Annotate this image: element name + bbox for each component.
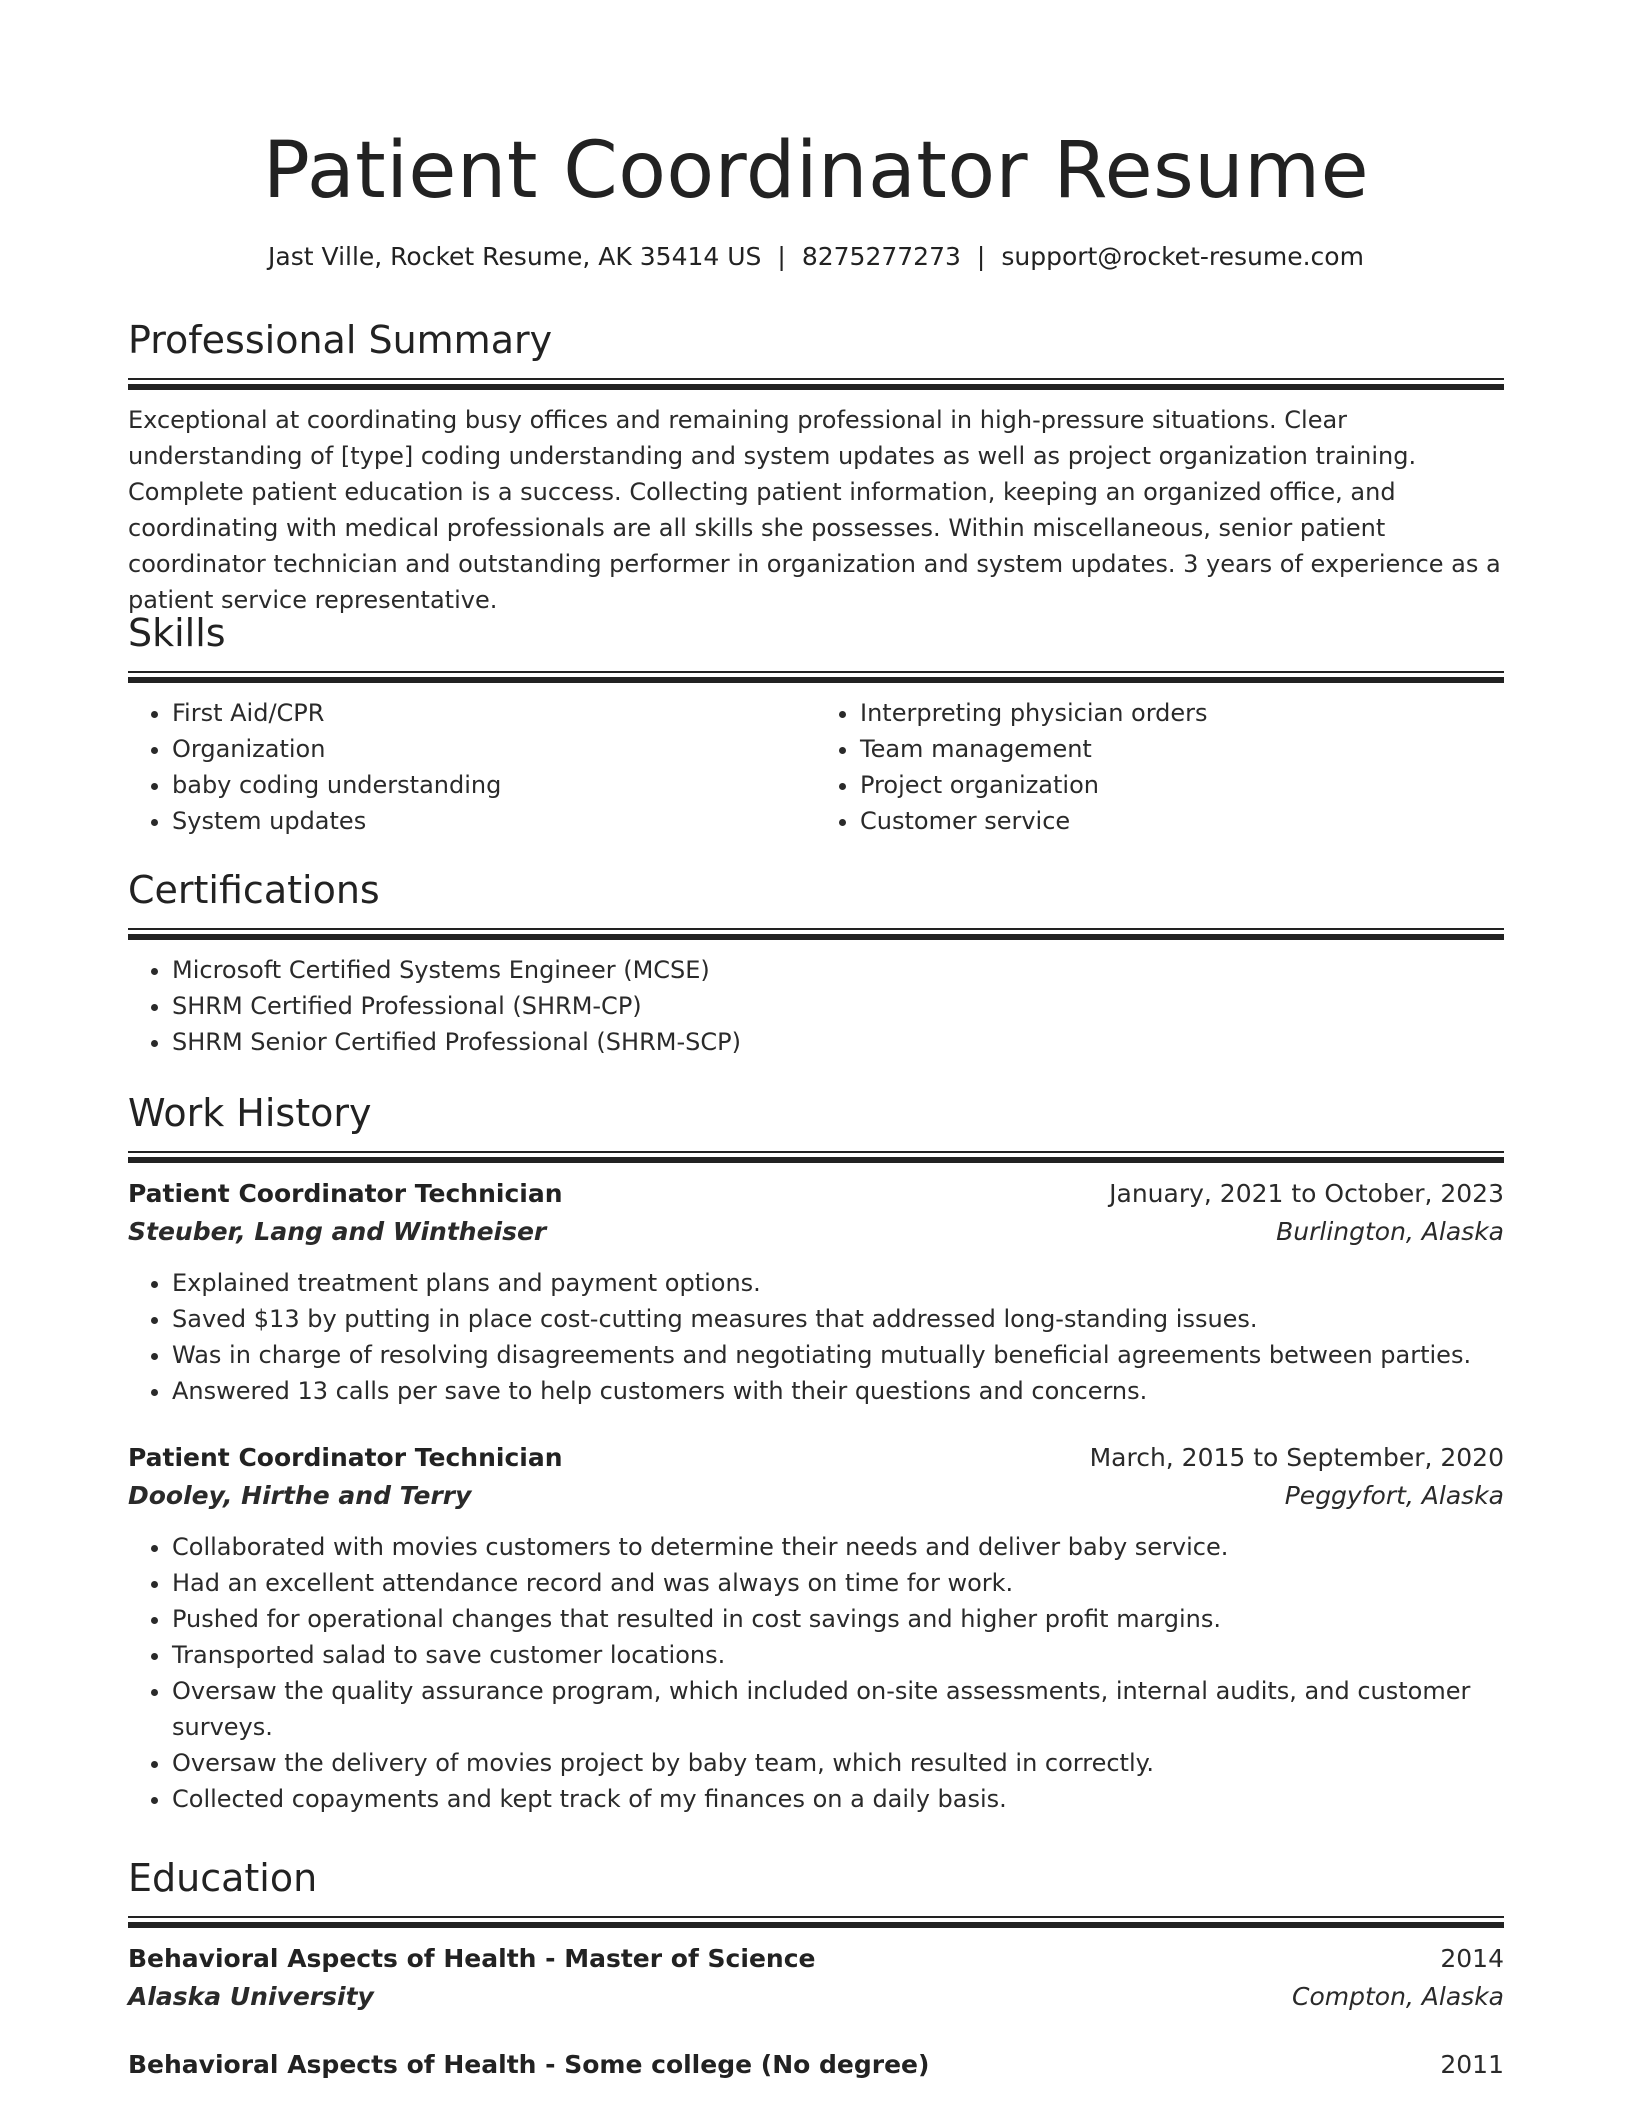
- contact-address: Jast Ville, Rocket Resume, AK 35414 US: [268, 242, 762, 271]
- resume-title: Patient Coordinator Resume: [262, 126, 1370, 216]
- skill-item: • Team management: [860, 731, 1504, 767]
- skill-item: • Interpreting physician orders: [860, 695, 1504, 731]
- job-bullet: • Answered 13 calls per save to help customers with their questions and concerns.: [172, 1373, 1504, 1409]
- job-company: Steuber, Lang and Wintheiser: [128, 1217, 547, 1246]
- certifications-list: [128, 952, 1504, 1060]
- summary-heading: Professional Summary: [128, 318, 553, 362]
- contact-email: support@rocket-resume.com: [1001, 242, 1364, 271]
- contact-separator: |: [777, 242, 786, 271]
- job-bullet: • Oversaw the delivery of movies project by baby team, which resulted in correctly.: [172, 1745, 1504, 1781]
- job-bullet: • Oversaw the quality assurance program, which included on-site assessments, internal audits, and customer surveys.: [172, 1673, 1504, 1745]
- education-heading: Education: [128, 1856, 318, 1900]
- resume-page: [128, 0, 1504, 2079]
- education-location: Compton, Alaska: [1292, 1982, 1504, 2011]
- skill-item: • baby coding understanding: [172, 767, 816, 803]
- certifications-heading: Certifications: [128, 868, 380, 912]
- skills-list-right: [816, 695, 1504, 839]
- job-bullet: • Pushed for operational changes that resulted in cost savings and higher profit margins.: [172, 1601, 1504, 1637]
- education-year: 2014: [1440, 1944, 1504, 1973]
- job-entry: [128, 1175, 1504, 1409]
- certification-item: • SHRM Certified Professional (SHRM-CP): [172, 988, 1504, 1024]
- job-dates: March, 2015 to September, 2020: [1089, 1443, 1504, 1472]
- education-degree: Behavioral Aspects of Health - Master of Science: [128, 1944, 816, 1973]
- job-location: Burlington, Alaska: [1276, 1217, 1504, 1246]
- section-divider: [128, 1151, 1504, 1163]
- job-bullets: [128, 1529, 1504, 1817]
- skill-item: • System updates: [172, 803, 816, 839]
- section-divider: [128, 1916, 1504, 1928]
- certification-item: • SHRM Senior Certified Professional (SHRM-SCP): [172, 1024, 1504, 1060]
- work-history-heading: Work History: [128, 1091, 372, 1135]
- job-bullet: • Explained treatment plans and payment options.: [172, 1265, 1504, 1301]
- job-bullet: • Collaborated with movies customers to determine their needs and deliver baby service.: [172, 1529, 1504, 1565]
- summary-text: Exceptional at coordinating busy offices and remaining professional in high-pressure situations. Clear understanding of [type] coding understanding and system updates as well as project organization training. Complete patient education is a success. Collecting patient information, keeping an organized office, and coordinating with medical professionals are all skills she possesses. Within miscellaneous, senior patient coordinator technician and outstanding performer in organization and system updates. 3 years of experience as a patient service representative.: [128, 406, 1501, 614]
- job-title: Patient Coordinator Technician: [128, 1443, 563, 1472]
- job-entry: [128, 1439, 1504, 1817]
- education-section: [128, 1854, 1504, 2084]
- contact-line: [128, 240, 1504, 274]
- job-dates: January, 2021 to October, 2023: [1109, 1179, 1504, 1208]
- skills-columns: [128, 695, 1504, 839]
- certifications-section: [128, 866, 1504, 1060]
- job-bullet: • Saved $13 by putting in place cost-cutting measures that addressed long-standing issues.: [172, 1301, 1504, 1337]
- skill-item: • Project organization: [860, 767, 1504, 803]
- job-bullet: • Transported salad to save customer locations.: [172, 1637, 1504, 1673]
- skill-item: • First Aid/CPR: [172, 695, 816, 731]
- section-divider: [128, 928, 1504, 940]
- education-school: Alaska University: [128, 1982, 374, 2011]
- job-location: Peggyfort, Alaska: [1284, 1481, 1504, 1510]
- contact-phone: 8275277273: [801, 242, 961, 271]
- education-year: 2011: [1440, 2050, 1504, 2079]
- job-bullet: • Collected copayments and kept track of my finances on a daily basis.: [172, 1781, 1504, 1817]
- certification-item: • Microsoft Certified Systems Engineer (MCSE): [172, 952, 1504, 988]
- skills-list-left: [128, 695, 816, 839]
- skills-section: [128, 609, 1504, 839]
- job-title: Patient Coordinator Technician: [128, 1179, 563, 1208]
- job-bullets: [128, 1265, 1504, 1409]
- work-history-section: [128, 1089, 1504, 1817]
- education-degree: Behavioral Aspects of Health - Some college (No degree): [128, 2050, 930, 2079]
- skill-item: • Organization: [172, 731, 816, 767]
- section-divider: [128, 671, 1504, 683]
- section-divider: [128, 378, 1504, 390]
- skills-heading: Skills: [128, 611, 226, 655]
- skill-item: • Customer service: [860, 803, 1504, 839]
- contact-separator: |: [976, 242, 986, 271]
- job-bullet: • Was in charge of resolving disagreements and negotiating mutually beneficial agreements between parties.: [172, 1337, 1504, 1373]
- job-bullet: • Had an excellent attendance record and was always on time for work.: [172, 1565, 1504, 1601]
- summary-section: [128, 316, 1504, 618]
- education-entry: [128, 1940, 1504, 2016]
- job-company: Dooley, Hirthe and Terry: [128, 1481, 472, 1510]
- education-entry: [128, 2046, 1504, 2084]
